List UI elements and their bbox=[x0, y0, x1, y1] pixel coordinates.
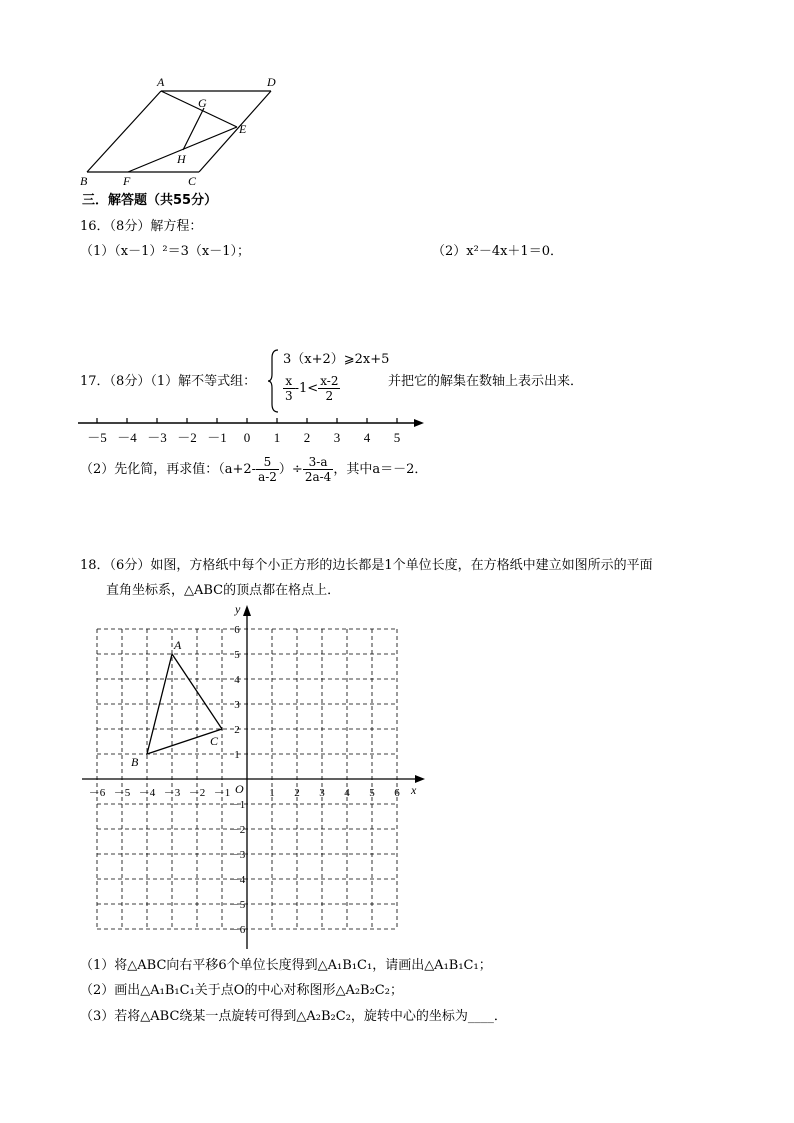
x-tick-label: 5 bbox=[369, 787, 375, 799]
y-tick-label: 5 bbox=[234, 649, 240, 661]
x-tick-label: 3 bbox=[319, 787, 325, 799]
number-line-tick-label: 3 bbox=[333, 430, 341, 445]
x-tick-label: 6 bbox=[394, 787, 400, 799]
number-line-tick-label: 0 bbox=[243, 430, 251, 445]
x-tick-label: 2 bbox=[294, 787, 300, 799]
label-C: C bbox=[188, 174, 197, 188]
y-tick-label: 2 bbox=[234, 724, 240, 736]
x-tick-label: 1 bbox=[269, 787, 275, 799]
y-tick-label: －2 bbox=[228, 824, 246, 836]
number-line-tick-label: －3 bbox=[147, 430, 167, 445]
y-tick-label: 6 bbox=[234, 624, 240, 636]
x-axis-label: x bbox=[411, 783, 417, 797]
q18-stem-line1: 18．（6分）如图，方格纸中每个小正方形的边长都是1个单位长度，在方格纸中建立如图所示的平面 bbox=[80, 558, 653, 573]
x-tick-label: －2 bbox=[188, 787, 206, 799]
number-line-tick-label: －2 bbox=[177, 430, 197, 445]
label-E: E bbox=[239, 122, 247, 136]
vertex-label-C: C bbox=[210, 734, 219, 748]
number-line-tick-label: 5 bbox=[393, 430, 401, 445]
number-line-tick-label: 4 bbox=[363, 430, 371, 445]
parallelogram-figure bbox=[70, 72, 290, 190]
q18-stem-line2: 直角坐标系，△ABC的顶点都在格点上． bbox=[106, 583, 341, 598]
number-line-tick-label: －1 bbox=[207, 430, 227, 445]
vertex-label-B: B bbox=[131, 755, 139, 769]
section-heading: 三．解答题（共55分） bbox=[82, 193, 218, 208]
number-line-tick-label: 1 bbox=[273, 430, 281, 445]
label-A: A bbox=[157, 75, 165, 89]
q17-stem-prefix: 17．（8分）（1）解不等式组： bbox=[80, 374, 257, 389]
q17-part2: （2）先化简，再求值：（a+2- $\frac{5}{a-2}$ ）÷ $\frac{3-a}{2a-4}$ ，其中a＝－2． bbox=[80, 455, 428, 484]
y-axis-label: y bbox=[235, 602, 241, 616]
ineq2-frac1: $\frac{x}{3}$ bbox=[285, 374, 293, 403]
x-tick-label: －6 bbox=[88, 787, 106, 799]
number-line-tick-label: 2 bbox=[303, 430, 311, 445]
y-tick-label: －1 bbox=[228, 799, 246, 811]
y-tick-label: 1 bbox=[234, 749, 240, 761]
label-F: F bbox=[123, 174, 131, 188]
q16-part1: （1）（x－1）²＝3（x－1）； bbox=[80, 244, 250, 259]
label-B: B bbox=[80, 174, 88, 188]
number-line bbox=[78, 414, 428, 450]
x-tick-label: 4 bbox=[344, 787, 350, 799]
q16-stem: 16．（8分）解方程： bbox=[80, 219, 203, 234]
x-tick-label: －3 bbox=[163, 787, 181, 799]
label-G: G bbox=[198, 96, 207, 110]
q17-ineq1: 3（x+2）⩾2x+5 bbox=[283, 352, 390, 367]
y-tick-label: 4 bbox=[234, 674, 240, 686]
coordinate-grid bbox=[70, 600, 430, 954]
x-tick-label: －4 bbox=[138, 787, 156, 799]
part2-frac2: $\frac{3-a}{2a-4}$ bbox=[304, 455, 332, 484]
system-brace bbox=[268, 348, 280, 414]
label-D: D bbox=[267, 75, 276, 89]
y-tick-label: －5 bbox=[228, 899, 246, 911]
ineq2-frac2: $\frac{x-2}{2}$ bbox=[320, 374, 339, 403]
y-axis-arrow bbox=[243, 605, 251, 616]
number-line-tick-label: －4 bbox=[117, 430, 137, 445]
q18-part3: （3）若将△ABC绕某一点旋转可得到△A₂B₂C₂，旋转中心的坐标为____． bbox=[80, 1009, 507, 1024]
q16-part2: （2）x²－4x＋1＝0． bbox=[432, 244, 563, 259]
origin-label: O bbox=[235, 782, 244, 796]
q18-part1: （1）将△ABC向右平移6个单位长度得到△A₁B₁C₁，请画出△A₁B₁C₁； bbox=[80, 958, 492, 973]
number-line-tick-label: －5 bbox=[87, 430, 107, 445]
q18-part2: （2）画出△A₁B₁C₁关于点O的中心对称图形△A₂B₂C₂； bbox=[80, 983, 403, 998]
q17-stem-suffix: 并把它的解集在数轴上表示出来． bbox=[388, 374, 584, 389]
y-tick-label: －6 bbox=[228, 924, 246, 936]
vertex-label-A: A bbox=[174, 638, 182, 652]
x-axis-arrow bbox=[415, 775, 425, 783]
x-tick-label: －5 bbox=[113, 787, 131, 799]
label-H: H bbox=[177, 152, 186, 166]
x-tick-label: －1 bbox=[213, 787, 231, 799]
y-tick-label: －3 bbox=[228, 849, 246, 861]
y-tick-label: －4 bbox=[228, 874, 246, 886]
q17-ineq2: $\frac{x}{3}$ -1< $\frac{x-2}{2}$ bbox=[285, 374, 339, 403]
y-tick-label: 3 bbox=[234, 699, 240, 711]
part2-frac1: $\frac{5}{a-2}$ bbox=[258, 455, 277, 484]
